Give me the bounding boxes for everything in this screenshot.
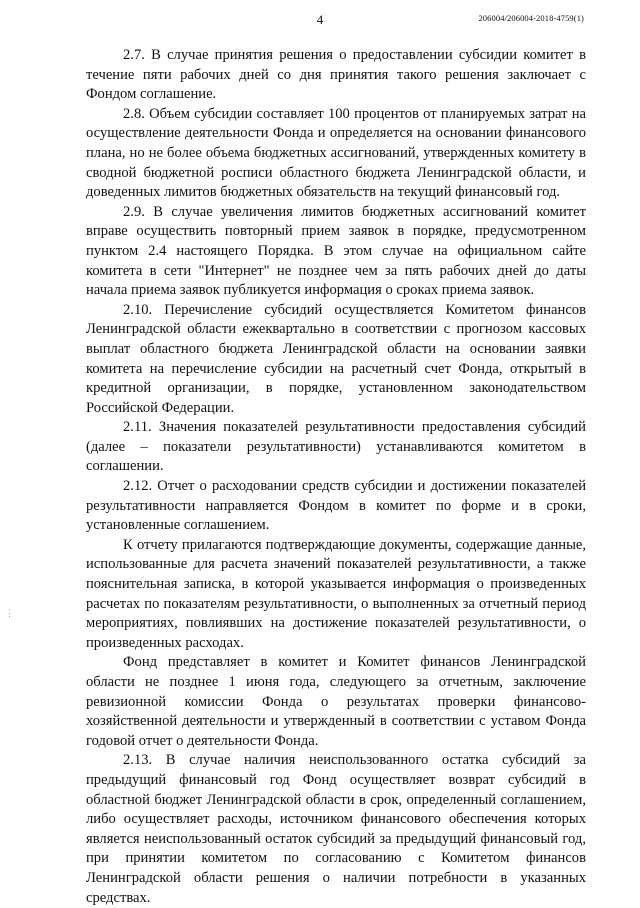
paragraph-report-attachments: К отчету прилагаются подтверждающие документы, содержащие данные, использованные для расчета значений показателей результативности, а также пояснительная записка, в которой указывается информация о произведенных расчетах по показателям результативности, о выполненных за отчетный период мероприятиях, повлиявших на достижение показателей результативности, о произведенных расходах. — [86, 536, 586, 651]
margin-scan-mark: ⋮ — [5, 608, 14, 618]
paragraph-2-13: 2.13. В случае наличия неиспользованного остатка субсидий за предыдущий финансовый год Фонд осуществляет возврат субсидий в областной бюджет Ленинградской области в срок, определенный соглашением, либо осуществляет расходы, источником финансового обеспечения которых является неиспользованный остаток субсидий за предыдущий финансовый год, при принятии комитетом по согласованию с Комитетом финансов Ленинградской области решения о наличии потребности в указанных средствах. — [86, 752, 586, 906]
paragraph-2-11: 2.11. Значения показателей результативности предоставления субсидий (далее – показатели результативности) устанавливаются комитетом в соглашении. — [86, 419, 586, 475]
document-body — [86, 46, 586, 908]
paragraph-2-9: 2.9. В случае увеличения лимитов бюджетных ассигнований комитет вправе осуществить повторный прием заявок в порядке, предусмотренном пунктом 2.4 настоящего Порядка. В этом случае на официальном сайте комитета в сети "Интернет" не позднее чем за пять рабочих дней до даты начала приема заявок публикуется информация о сроках приема заявок. — [86, 203, 586, 299]
paragraph-2-8: 2.8. Объем субсидии составляет 100 процентов от планируемых затрат на осуществление деятельности Фонда и определяется на основании финансового плана, но не более объема бюджетных ассигнований, утвержденных комитету в сводной бюджетной росписи областного бюджета Ленинградской области, и доведенных лимитов бюджетных обязательств на текущий финансовый год. — [86, 105, 586, 201]
paragraph-2-7: 2.7. В случае принятия решения о предоставлении субсидии комитет в течение пяти рабочих дней со дня принятия такого решения заключает с Фондом соглашение. — [86, 47, 586, 103]
paragraph-fund-annual-report: Фонд представляет в комитет и Комитет финансов Ленинградской области не позднее 1 июня года, следующего за отчетным, заключение ревизионной комиссии Фонда о результатах проверки финансово-хозяйственной деятельности и утвержденный в соответствии с уставом Фонда годовой отчет о деятельности Фонда. — [86, 654, 586, 749]
document-id: 206004/206004-2018-4759(1) — [478, 13, 584, 23]
paragraph-2-12: 2.12. Отчет о расходовании средств субсидии и достижении показателей результативности направляется Фондом в комитет по форме и в сроки, установленные соглашением. — [86, 478, 586, 534]
page-number: 4 — [316, 12, 324, 27]
paragraph-2-10: 2.10. Перечисление субсидий осуществляется Комитетом финансов Ленинградской области ежеквартально в соответствии с прогнозом кассовых выплат областного бюджета Ленинградской области на основании заявки комитета на перечисление субсидии на расчетный счет Фонда, открытый в кредитной организации, в порядке, установленном законодательством Российской Федерации. — [86, 301, 586, 416]
